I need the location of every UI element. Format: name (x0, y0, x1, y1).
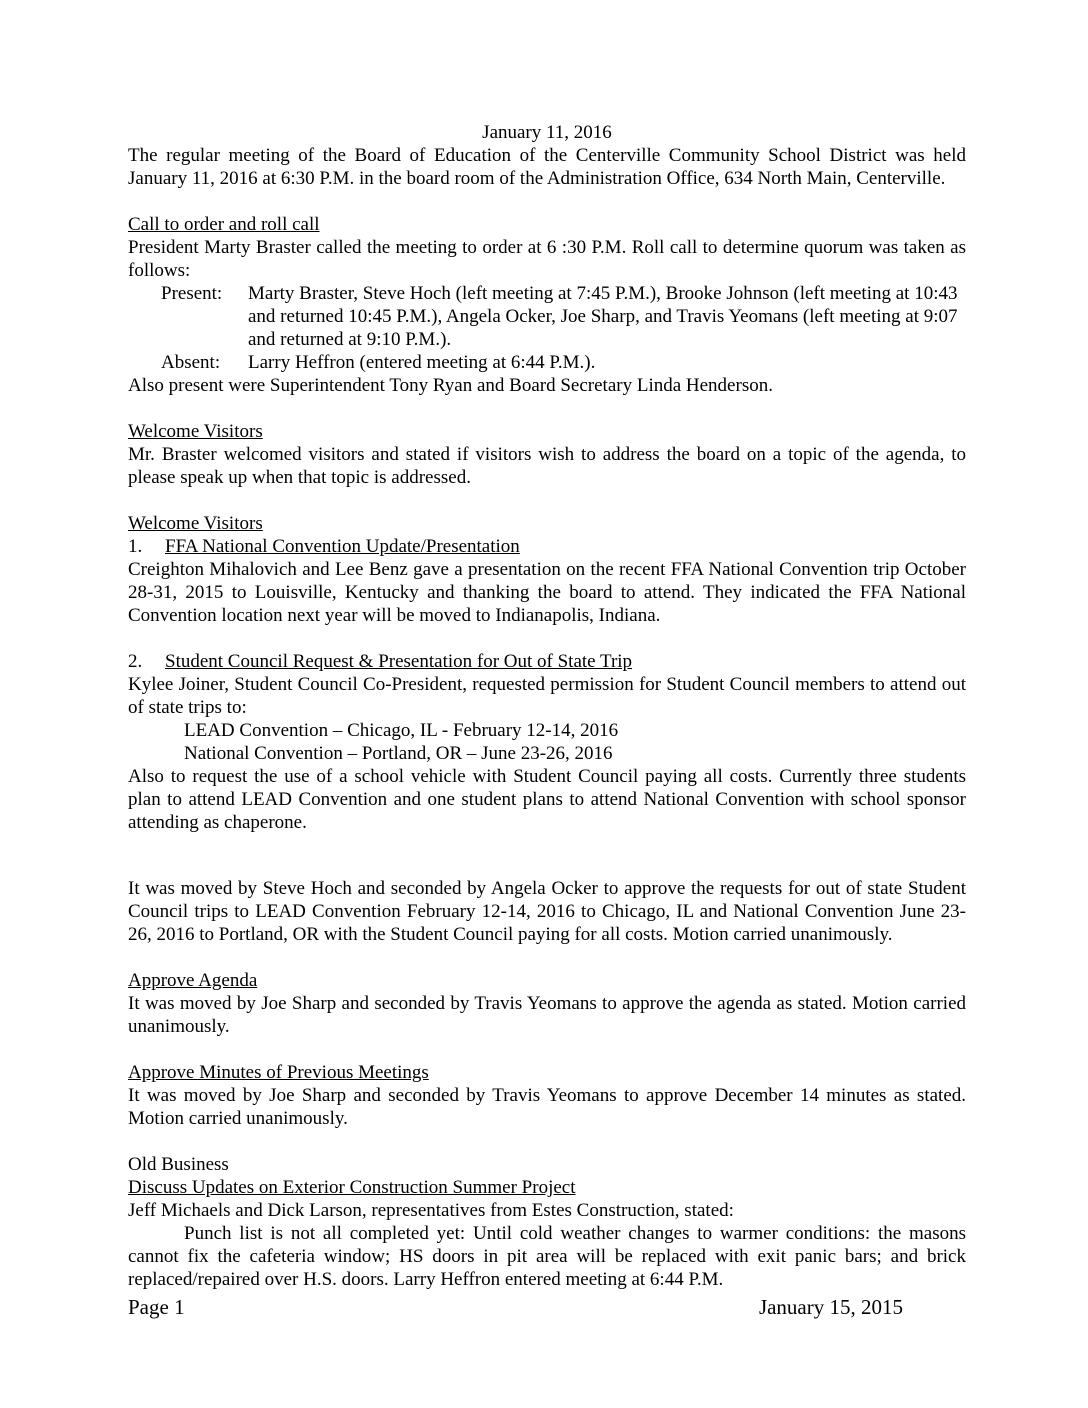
item-2-number: 2. (128, 651, 143, 672)
approve-minutes-heading: Approve Minutes of Previous Meetings (128, 1062, 429, 1083)
call-to-order-heading: Call to order and roll call (128, 214, 320, 235)
old-business-text: Jeff Michaels and Dick Larson, representatives from Estes Construction, stated: (128, 1200, 734, 1221)
approve-agenda-heading: Approve Agenda (128, 970, 258, 991)
old-business-subheading: Discuss Updates on Exterior Construction Summer Project (128, 1177, 576, 1198)
page-footer (128, 1295, 903, 1320)
item-1-title: FFA National Convention Update/Presentation (165, 536, 520, 557)
absent-text: Larry Heffron (entered meeting at 6:44 P.M.). (248, 352, 596, 373)
student-council-motion: It was moved by Steve Hoch and seconded by Angela Ocker to approve the requests for out of state Student Council trips to LEAD Convention February 12-14, 2016 to Chicago, IL and National Convention June 23-26, 2016 to Portland, OR with the Student Council paying for all costs. Motion carried unanimously. (128, 878, 966, 945)
welcome-visitors-text: Mr. Braster welcomed visitors and stated if visitors wish to address the board on a topic of the agenda, to please speak up when that topic is addressed. (128, 444, 966, 488)
approve-minutes-text: It was moved by Joe Sharp and seconded by Travis Yeomans to approve December 14 minutes as stated. Motion carried unanimously. (128, 1085, 966, 1129)
item-2-text-2: Also to request the use of a school vehicle with Student Council paying all costs. Currently three students plan to attend LEAD Convention and one student plans to attend National Convention with school sponsor attending as chaperone. (128, 766, 966, 833)
present-row (128, 282, 966, 351)
welcome-visitors-heading: Welcome Visitors (128, 421, 263, 442)
trip-item: National Convention – Portland, OR – June 23-26, 2016 (184, 743, 613, 764)
item-1-text: Creighton Mihalovich and Lee Benz gave a presentation on the recent FFA National Convention trip October 28-31, 2015 to Louisville, Kentucky and thanking the board to attend. They indicated the FFA National Convention location next year will be moved to Indianapolis, Indiana. (128, 559, 966, 626)
page-number: Page 1 (128, 1295, 185, 1319)
absent-label: Absent: (161, 352, 221, 373)
meeting-date: January 11, 2016 (482, 122, 612, 143)
item-1-title-row (128, 535, 966, 558)
item-2-title-row (128, 650, 966, 673)
intro-paragraph: The regular meeting of the Board of Education of the Centerville Community School District was held January 11, 2016 at 6:30 P.M. in the board room of the Administration Office, 634 North Main, Centerville. (128, 145, 966, 189)
punch-list-text: Punch list is not all completed yet: Until cold weather changes to warmer conditions: the masons cannot fix the cafeteria window; HS doors in pit area will be replaced with exit panic bars; and brick replaced/repaired over H.S. doors. Larry Heffron entered meeting at 6:44 P.M. (128, 1223, 966, 1290)
item-1-number: 1. (128, 536, 143, 557)
present-text: Marty Braster, Steve Hoch (left meeting at 7:45 P.M.), Brooke Johnson (left meeting at 10:43 and returned 10:45 P.M.), Angela Ocker, Joe Sharp, and Travis Yeomans (left meeting at 9:07 and returned at 9:10 P.M.). (248, 283, 958, 350)
trip-item: LEAD Convention – Chicago, IL - February 12-14, 2016 (184, 720, 619, 741)
also-present-text: Also present were Superintendent Tony Ryan and Board Secretary Linda Henderson. (128, 375, 773, 396)
item-2-text: Kylee Joiner, Student Council Co-President, requested permission for Student Council members to attend out of state trips to: (128, 674, 966, 718)
absent-row (128, 351, 966, 374)
present-label: Present: (161, 283, 223, 304)
old-business-heading: Old Business (128, 1154, 229, 1175)
document-page (128, 121, 966, 1291)
call-to-order-text: President Marty Braster called the meeting to order at 6 :30 P.M. Roll call to determine quorum was taken as follows: (128, 237, 966, 281)
approve-agenda-text: It was moved by Joe Sharp and seconded by Travis Yeomans to approve the agenda as stated. Motion carried unanimously. (128, 993, 966, 1037)
welcome-visitors-heading-2: Welcome Visitors (128, 513, 263, 534)
footer-date: January 15, 2015 (758, 1295, 903, 1319)
item-2-title: Student Council Request & Presentation for Out of State Trip (165, 651, 633, 672)
